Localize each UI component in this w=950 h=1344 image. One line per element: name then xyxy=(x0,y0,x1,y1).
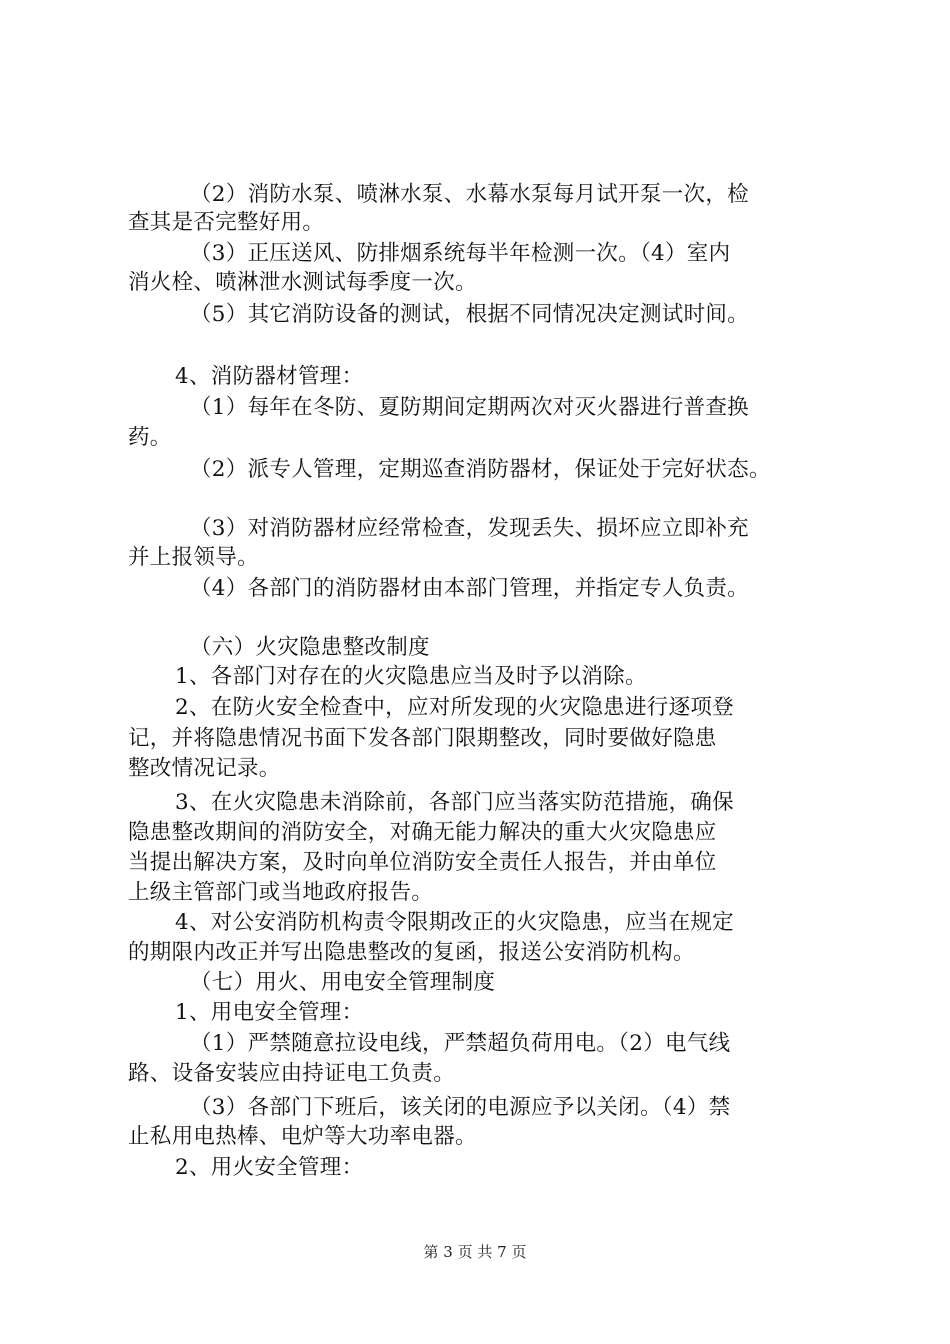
section-heading: （六）火灾隐患整改制度 xyxy=(190,635,430,660)
text-line: 止私用电热棒、电炉等大功率电器。 xyxy=(128,1124,477,1149)
text-line: 4、对公安消防机构责令限期改正的火灾隐患，应当在规定 xyxy=(175,910,734,935)
text-line: （3）对消防器材应经常检查，发现丢失、损坏应立即补充 xyxy=(190,516,749,541)
text-line: 隐患整改期间的消防安全，对确无能力解决的重大火灾隐患应 xyxy=(128,820,717,845)
text-line: （3）正压送风、防排烟系统每半年检测一次。（4）室内 xyxy=(190,241,731,266)
section-heading: 4、消防器材管理： xyxy=(175,364,364,389)
text-line: 并上报领导。 xyxy=(128,545,259,570)
text-line: 的期限内改正并写出隐患整改的复函，报送公安消防机构。 xyxy=(128,940,695,965)
text-line: 上级主管部门或当地政府报告。 xyxy=(128,880,434,905)
text-line: 当提出解决方案，及时向单位消防安全责任人报告，并由单位 xyxy=(128,850,717,875)
text-line: 路、设备安装应由持证电工负责。 xyxy=(128,1061,456,1086)
text-line: （5）其它消防设备的测试，根据不同情况决定测试时间。 xyxy=(190,302,749,327)
text-line: 1、用电安全管理： xyxy=(175,1000,364,1025)
text-line: 2、用火安全管理： xyxy=(175,1155,364,1180)
text-line: 1、各部门对存在的火灾隐患应当及时予以消除。 xyxy=(175,664,647,689)
text-line: 记，并将隐患情况书面下发各部门限期整改，同时要做好隐患 xyxy=(128,726,717,751)
text-line: （1）严禁随意拉设电线，严禁超负荷用电。（2）电气线 xyxy=(190,1031,731,1056)
text-line: 查其是否完整好用。 xyxy=(128,210,325,235)
text-line: （3）各部门下班后，该关闭的电源应予以关闭。（4）禁 xyxy=(190,1095,731,1120)
page-number-footer: 第 3 页 共 7 页 xyxy=(423,1243,527,1261)
text-line: 3、在火灾隐患未消除前，各部门应当落实防范措施，确保 xyxy=(175,790,734,815)
text-line: 药。 xyxy=(128,425,172,450)
text-line: （2）派专人管理，定期巡查消防器材，保证处于完好状态。 xyxy=(190,457,771,482)
text-line: （4）各部门的消防器材由本部门管理，并指定专人负责。 xyxy=(190,576,749,601)
text-line: 2、在防火安全检查中，应对所发现的火灾隐患进行逐项登 xyxy=(175,695,734,720)
section-heading: （七）用火、用电安全管理制度 xyxy=(190,970,496,995)
text-line: 消火栓、喷淋泄水测试每季度一次。 xyxy=(128,270,477,295)
text-line: 整改情况记录。 xyxy=(128,756,281,781)
text-line: （1）每年在冬防、夏防期间定期两次对灭火器进行普查换 xyxy=(190,395,749,420)
text-line: （2）消防水泵、喷淋水泵、水幕水泵每月试开泵一次，检 xyxy=(190,182,749,207)
